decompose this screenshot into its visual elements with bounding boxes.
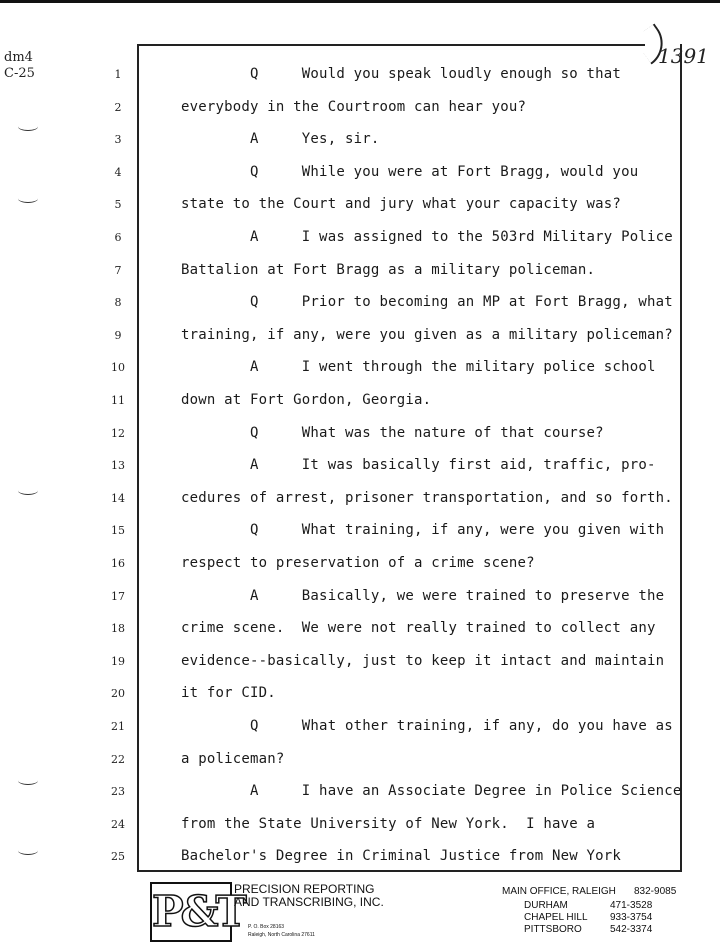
line-number: 6 bbox=[114, 231, 122, 244]
margin-tick-mark bbox=[18, 776, 38, 785]
transcript-line: evidence--basically, just to keep it intact and maintain bbox=[181, 652, 665, 669]
transcript-line: A Basically, we were trained to preserve the bbox=[181, 587, 665, 604]
office-name: CHAPEL HILL bbox=[524, 912, 588, 923]
line-number: 25 bbox=[111, 850, 125, 864]
transcript-line: Q What other training, if any, do you have as bbox=[181, 718, 673, 734]
transcript-line: A I have an Associate Degree in Police Science bbox=[181, 783, 682, 800]
line-number: 1 bbox=[114, 68, 122, 81]
office-phone: 832-9085 bbox=[634, 886, 677, 897]
line-number: 21 bbox=[111, 720, 125, 733]
transcript-line: a policeman? bbox=[181, 750, 285, 767]
transcript-line: everybody in the Courtroom can hear you? bbox=[181, 98, 527, 115]
line-number: 4 bbox=[114, 165, 122, 179]
transcript-line: respect to preservation of a crime scene? bbox=[181, 555, 535, 571]
transcript-line: cedures of arrest, prisoner transportation, and so forth. bbox=[181, 489, 673, 506]
company-logo: P&T bbox=[150, 882, 232, 942]
line-number: 8 bbox=[114, 296, 122, 310]
transcript-line: Q While you were at Fort Bragg, would you bbox=[181, 163, 639, 180]
line-number: 20 bbox=[111, 687, 125, 701]
margin-tick-mark bbox=[18, 194, 38, 203]
office-name: DURHAM bbox=[524, 900, 568, 911]
transcript-line: Bachelor's Degree in Criminal Justice from New York bbox=[181, 848, 622, 865]
line-number: 2 bbox=[114, 100, 122, 114]
line-number: 13 bbox=[111, 459, 125, 473]
transcript-line: Battalion at Fort Bragg as a military policeman. bbox=[181, 261, 596, 278]
transcript-line: A I went through the military police school bbox=[181, 359, 656, 376]
transcript-line: Q Would you speak loudly enough so that bbox=[181, 66, 622, 82]
transcript-line: Q What training, if any, were you given with bbox=[181, 522, 665, 539]
line-number: 7 bbox=[114, 263, 122, 277]
line-number: 19 bbox=[111, 654, 125, 668]
office-phone: 471-3528 bbox=[610, 900, 653, 911]
line-number: 5 bbox=[114, 198, 122, 212]
line-number: 17 bbox=[111, 589, 125, 603]
firm-name-line2: AND TRANSCRIBING, INC. bbox=[234, 895, 384, 909]
office-phone: 542-3374 bbox=[610, 924, 653, 935]
transcript-line: Q Prior to becoming an MP at Fort Bragg, what bbox=[181, 294, 673, 311]
line-number: 22 bbox=[111, 752, 125, 766]
page-number: 1391 bbox=[658, 44, 709, 68]
line-number: 9 bbox=[114, 328, 122, 342]
margin-tick-mark bbox=[18, 846, 38, 855]
transcript-line: down at Fort Gordon, Georgia. bbox=[181, 392, 432, 408]
line-number: 10 bbox=[111, 361, 125, 375]
page-frame-right bbox=[680, 44, 682, 872]
transcript-line: A It was basically first aid, traffic, pro- bbox=[181, 457, 656, 474]
line-number: 23 bbox=[111, 785, 125, 799]
transcript-line: from the State University of New York. I have a bbox=[181, 815, 596, 832]
transcript-line: state to the Court and jury what your capacity was? bbox=[181, 196, 622, 213]
office-name: PITTSBORO bbox=[524, 924, 582, 935]
office-phone: 933-3754 bbox=[610, 912, 653, 923]
po-box: P. O. Box 28163 bbox=[248, 924, 285, 930]
top-rule bbox=[0, 0, 720, 3]
transcript-line: A I was assigned to the 503rd Military Police bbox=[181, 229, 673, 245]
line-number: 14 bbox=[111, 491, 125, 505]
margin-tick-mark bbox=[18, 486, 38, 495]
page-frame-left bbox=[137, 44, 139, 872]
firm-name-line1: PRECISION REPORTING bbox=[234, 882, 375, 896]
office-name: MAIN OFFICE, RALEIGH bbox=[502, 886, 616, 897]
line-number: 12 bbox=[111, 426, 125, 440]
line-number: 24 bbox=[111, 817, 125, 831]
page-frame-top bbox=[137, 44, 645, 46]
line-number: 16 bbox=[111, 557, 125, 570]
margin-tick-mark bbox=[18, 122, 38, 131]
page-frame-bottom bbox=[137, 870, 682, 872]
transcript-line: A Yes, sir. bbox=[181, 131, 380, 148]
footer bbox=[0, 876, 720, 944]
transcript-line: crime scene. We were not really trained to collect any bbox=[181, 620, 656, 637]
transcript-line: it for CID. bbox=[181, 685, 276, 702]
margin-note-code: C-25 bbox=[4, 66, 35, 81]
transcript-line: Q What was the nature of that course? bbox=[181, 424, 604, 441]
transcript-line: training, if any, were you given as a military policeman? bbox=[181, 326, 673, 343]
margin-note-reporter: dm4 bbox=[4, 50, 33, 65]
city-address: Raleigh, North Carolina 27611 bbox=[248, 932, 315, 938]
line-number: 15 bbox=[111, 524, 125, 538]
line-number: 3 bbox=[114, 133, 122, 147]
line-number: 18 bbox=[111, 622, 125, 636]
line-number: 11 bbox=[111, 394, 125, 407]
